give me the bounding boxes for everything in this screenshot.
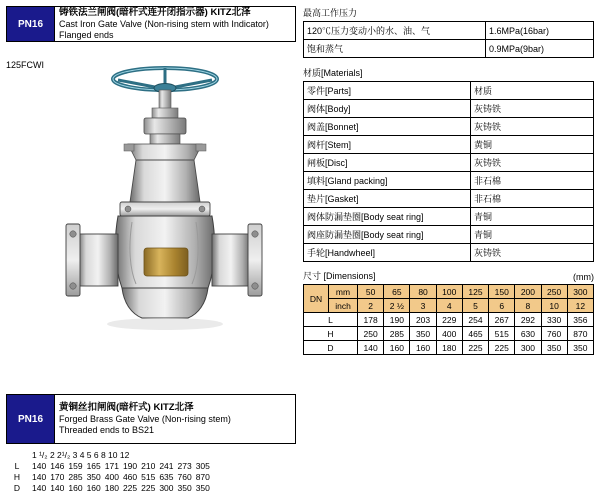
dim-key-D: D [304,341,358,355]
part-name: 手轮[Handwheel] [304,244,471,262]
dim-value: 350 [567,341,593,355]
cell: 170 [50,471,65,482]
dim-value: 285 [384,327,410,341]
pressure-table [303,21,594,58]
dimensions-unit-note: (mm) [573,272,594,282]
cell: 305 [195,460,210,471]
gate-valve-drawing [40,52,290,382]
dim-value: 203 [410,313,436,327]
part-name: 垫片[Gasket] [304,190,471,208]
cell: 870 [195,471,210,482]
cell: 225 [122,482,138,493]
dn-mm: 125 [462,285,488,299]
row-key-H: H [13,471,21,482]
product-title-block-top [55,7,295,41]
dn-inch: 8 [515,299,541,313]
dim-value: 160 [410,341,436,355]
cell: 400 [104,471,119,482]
part-material: 青铜 [471,208,594,226]
dn-inch: 6 [489,299,515,313]
part-material: 非石棉 [471,190,594,208]
dimensions-section-header [303,269,594,282]
dim-value: 330 [541,313,567,327]
cell: 241 [159,460,174,471]
dim-value: 515 [489,327,515,341]
table-row [304,208,594,226]
size-row-values: 1 ¹/₂ 2 2¹/₂ 3 4 5 6 8 10 12 [32,449,130,460]
dn-mm: 100 [436,285,462,299]
table-row [304,136,594,154]
dimensions-section-label: 尺寸 [Dimensions] [303,271,376,281]
cell: 165 [86,460,101,471]
dim-value: 225 [462,341,488,355]
dim-key-H: H [304,327,358,341]
pressure-section-label: 最高工作压力 [303,8,358,18]
row-key-L: L [14,460,20,471]
cell: 180 [104,482,119,493]
dim-value: 229 [436,313,462,327]
cell: 160 [86,482,101,493]
dn-mm: 150 [489,285,515,299]
table-row [304,22,594,40]
cell: 460 [122,471,138,482]
part-material: 黄铜 [471,136,594,154]
dim-value: 267 [489,313,515,327]
cell: 140 [32,482,47,493]
dim-value: 870 [567,327,593,341]
dim-value: 350 [410,327,436,341]
pressure-value: 0.9MPa(9bar) [486,40,594,58]
materials-head-material: 材质 [471,82,594,100]
dim-value: 140 [358,341,384,355]
pressure-rating-badge-bottom: PN16 [7,395,55,443]
dim-value: 350 [541,341,567,355]
part-name: 阀座防漏垫圈[Body seat ring] [304,226,471,244]
dim-value: 400 [436,327,462,341]
product-title-en-top: Cast Iron Gate Valve (Non-rising stem with Indicator) Flanged ends [59,18,269,40]
dim-value: 356 [567,313,593,327]
cell: 146 [50,460,65,471]
dn-inch: 2 [358,299,384,313]
dn-inch: 12 [567,299,593,313]
dn-inch: 2 ½ [384,299,410,313]
product-title-en-bottom-1: Forged Brass Gate Valve (Non-rising stem) [59,413,231,424]
part-name: 闸板[Disc] [304,154,471,172]
product-title-en-bottom-2: Threaded ends to BS21 [59,424,155,435]
dim-value: 630 [515,327,541,341]
pressure-medium: 120℃压力变动小的水、油、气 [304,22,486,40]
pressure-value: 1.6MPa(16bar) [486,22,594,40]
dim-value: 250 [358,327,384,341]
table-row [304,154,594,172]
cell: 140 [32,460,47,471]
right-column [303,6,594,355]
part-material: 灰铸铁 [471,118,594,136]
unit-mm-label: mm [329,285,358,299]
unit-inch-label: inch [329,299,358,313]
pressure-rating-badge-top: PN16 [7,7,55,41]
part-material: 灰铸铁 [471,100,594,118]
dimensions-table [303,284,594,355]
dim-value: 180 [436,341,462,355]
part-name: 阀体防漏垫圈[Body seat ring] [304,208,471,226]
table-row [304,313,594,327]
product-title-cn-top: 铸铁法兰闸阀(暗杆式连开闭指示器) KITZ北泽 [59,6,251,18]
cell: 140 [32,471,47,482]
dim-value: 160 [384,341,410,355]
dn-mm: 200 [515,285,541,299]
table-row [304,327,594,341]
cell: 210 [141,460,156,471]
dn-inch: 3 [410,299,436,313]
model-code: 125FCWI [6,60,45,70]
dn-inch: 10 [541,299,567,313]
dim-value: 292 [515,313,541,327]
cell: 171 [104,460,119,471]
dim-value: 300 [515,341,541,355]
cell: 160 [68,482,83,493]
size-row-label [4,449,30,460]
dn-mm: 50 [358,285,384,299]
part-material: 青铜 [471,226,594,244]
cell: 515 [141,471,156,482]
part-material: 灰铸铁 [471,244,594,262]
product-header-top [6,6,296,42]
cell: 159 [68,460,83,471]
table-row [304,244,594,262]
table-row [304,341,594,355]
dim-key-L: L [304,313,358,327]
product-header-bottom [6,394,296,444]
table-header-row [304,82,594,100]
part-material: 灰铸铁 [471,154,594,172]
cell: 273 [177,460,192,471]
dn-label: DN [304,285,329,313]
table-row [4,471,212,482]
row-key-D: D [13,482,21,493]
dn-inch: 5 [462,299,488,313]
cell: 225 [141,482,156,493]
table-row [304,226,594,244]
table-row [4,482,212,493]
dim-value: 225 [489,341,515,355]
materials-section-label: 材质[Materials] [303,68,363,78]
part-name: 填料[Gland packing] [304,172,471,190]
dim-value: 254 [462,313,488,327]
dim-value: 465 [462,327,488,341]
table-row [304,40,594,58]
table-header-row-inch [304,299,594,313]
pressure-medium: 饱和蒸气 [304,40,486,58]
table-row [304,100,594,118]
table-row [4,460,212,471]
cell: 190 [122,460,138,471]
cell: 350 [86,471,101,482]
dim-value: 178 [358,313,384,327]
dn-inch: 4 [436,299,462,313]
cell: 300 [159,482,174,493]
cell: 285 [68,471,83,482]
product-title-cn-bottom: 黄铜丝扣闸阀(暗杆式) KITZ北泽 [59,401,194,413]
part-name: 阀体[Body] [304,100,471,118]
cell: 350 [195,482,210,493]
cell: 350 [177,482,192,493]
table-row [304,118,594,136]
cell: 635 [159,471,174,482]
materials-head-parts: 零件[Parts] [304,82,471,100]
part-material: 非石棉 [471,172,594,190]
dim-value: 760 [541,327,567,341]
dn-mm: 250 [541,285,567,299]
cell: 140 [50,482,65,493]
table-row [304,172,594,190]
table-row-sizes [4,449,212,460]
table-row [304,190,594,208]
brass-valve-dimensions-table [4,449,212,493]
part-name: 阀盖[Bonnet] [304,118,471,136]
handwheel [113,68,217,93]
cell: 760 [177,471,192,482]
product-title-block-bottom [55,395,295,443]
dn-mm: 300 [567,285,593,299]
part-name: 阀杆[Stem] [304,136,471,154]
materials-table [303,81,594,262]
dn-mm: 80 [410,285,436,299]
dim-value: 190 [384,313,410,327]
dn-mm: 65 [384,285,410,299]
table-header-row-mm [304,285,594,299]
